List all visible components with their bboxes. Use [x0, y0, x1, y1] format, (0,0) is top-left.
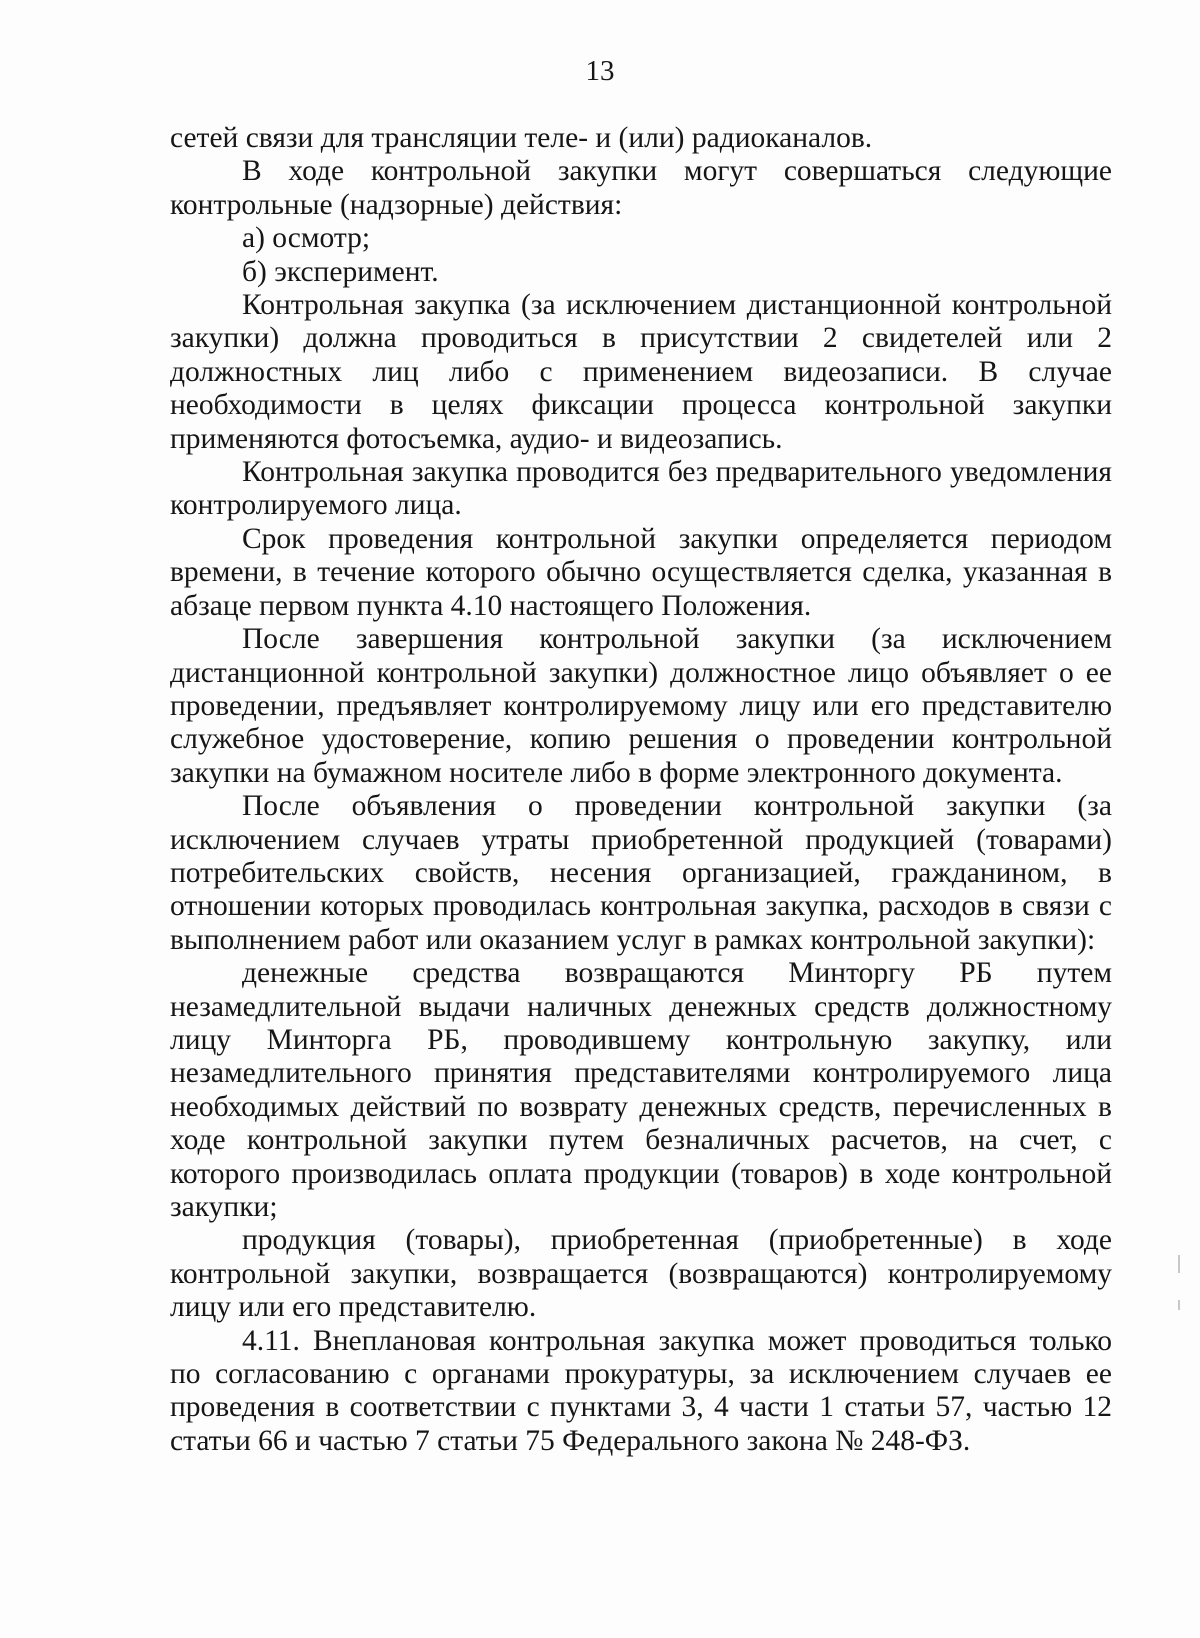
scan-edge-mark — [1178, 1255, 1180, 1273]
paragraph-actions-intro: В ходе контрольной закупки могут совершаться следующие контрольные (надзорные) действия: — [170, 155, 1112, 221]
document-body — [170, 122, 1112, 1458]
paragraph-after-announcement: После объявления о проведении контрольной закупки (за исключением случаев утраты приобретенной продукцией (товарами) потребительских свойств, несения организацией, гражданином, в отношении которых проводилась контрольная закупка, расходов в связи с выполнением работ или оказанием услуг в рамках контрольной закупки): — [170, 790, 1112, 956]
list-item-inspection: а) осмотр; — [242, 222, 371, 255]
paragraph-goods-return: продукция (товары), приобретенная (приобретенные) в ходе контрольной закупки, возвращается (возвращаются) контролируемому лицу или его представителю. — [170, 1224, 1112, 1324]
paragraph-witnesses: Контрольная закупка (за исключением дистанционной контрольной закупки) должна проводиться в присутствии 2 свидетелей или 2 должностных лиц либо с применением видеозаписи. В случае необходимости в целях фиксации процесса контрольной закупки применяются фотосъемка, аудио- и видеозапись. — [170, 289, 1112, 455]
paragraph-money-return: денежные средства возвращаются Минторгу РБ путем незамедлительной выдачи наличных денежных средств должностному лицу Минторга РБ, проводившему контрольную закупку, или незамедлительного принятия представителями контролируемого лица необходимых действий по возврату денежных средств, перечисленных в ходе контрольной закупки путем безналичных расчетов, на счет, с которого производилась оплата продукции (товаров) в ходе контрольной закупки; — [170, 957, 1112, 1223]
scan-edge-mark — [1178, 1300, 1180, 1310]
page-number: 13 — [585, 55, 615, 87]
list-item-experiment: б) эксперимент. — [242, 255, 439, 288]
paragraph-clause-4-11: 4.11. Внеплановая контрольная закупка может проводиться только по согласованию с органами прокуратуры, за исключением случаев ее проведения в соответствии с пунктами 3, 4 части 1 статьи 57, частью 12 статьи 66 и частью 7 статьи 75 Федерального закона № 248-ФЗ. — [170, 1324, 1112, 1457]
paragraph-continuation: сетей связи для трансляции теле- и (или) радиоканалов. — [170, 122, 873, 154]
paragraph-duration: Срок проведения контрольной закупки определяется периодом времени, в течение которого обычно осуществляется сделка, указанная в абзаце первом пункта 4.10 настоящего Положения. — [170, 522, 1112, 622]
paragraph-no-notice: Контрольная закупка проводится без предварительного уведомления контролируемого лица. — [170, 456, 1112, 522]
paragraph-after-completion: После завершения контрольной закупки (за исключением дистанционной контрольной закупки) должностное лицо объявляет о ее проведении, предъявляет контролируемому лицу или его представителю служебное удостоверение, копию решения о проведении контрольной закупки на бумажном носителе либо в форме электронного документа. — [170, 623, 1112, 789]
